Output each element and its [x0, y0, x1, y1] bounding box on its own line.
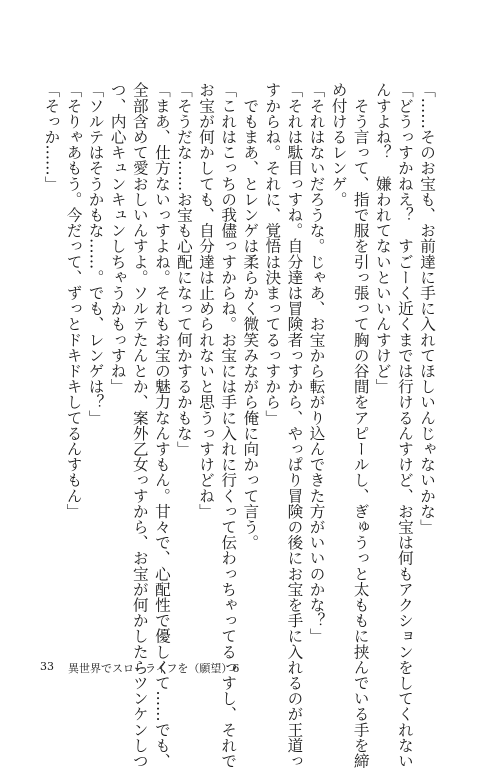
text-line: 「ソルテはそうかもな……。でも、レンゲは？」 — [86, 82, 105, 426]
text-line: 「どうっすかねえ？ すごーく近くまでは行けるんすけど、お宝は何もアクションをしてくれない — [395, 82, 414, 768]
text-line: 全部含めて愛おしいんすよ。ソルテたんとか、案外乙女っすから、お宝が何かしたらツンケンしつ — [130, 82, 149, 768]
text-line: 「そうだな……お宝も心配になって何かするかもな」 — [174, 82, 193, 457]
text-line: お宝が何かしても、自分達は止められないと思うっすけどね」 — [197, 82, 216, 519]
text-line: 「それはないだろうな。じゃあ、お宝から転がり込んできた方がいいのかな？」 — [307, 82, 326, 644]
text-line: 「そっか……」 — [42, 82, 61, 192]
text-line: つ、内心キュンキュンしちゃうかもっすね」 — [108, 82, 127, 394]
text-line: 「そりゃあもう。今だって、ずっとドキドキしてるんすもん」 — [64, 82, 83, 519]
text-line: 「……そのお宝も、お前達に手に入れてほしいんじゃないかな」 — [418, 82, 436, 535]
text-line: め付けるレンゲ。 — [329, 82, 348, 207]
page-footer — [40, 660, 239, 676]
text-line: 「まあ、仕方ないっすよね。それもお宝の魅力なんすもん。甘々で、心配性で優しくて……でも、 — [152, 82, 171, 768]
text-line: んすよね？ 嫌われてないといいんすけど」 — [373, 82, 392, 394]
book-title: 異世界でスローライフを（願望）6 — [68, 662, 240, 675]
text-line: 「それは駄目っすね。自分達は冒険者っすから、やっぱり冒険の後にお宝を手に入れるのが王道っ — [285, 82, 304, 768]
text-line: すからね。それに、覚悟は決まってるっすから」 — [263, 82, 282, 426]
text-line: そう言って、指で服を引っ張って胸の谷間をアピールし、ぎゅうっと太ももに挟んでいる手を締 — [351, 82, 370, 768]
page-number: 33 — [40, 660, 54, 673]
text-line: でもまあ、とレンゲは柔らかく微笑みながら俺に向かって言う。 — [241, 82, 260, 550]
text-line: 「これはこっちの我儘っすからね。お宝には手に入れに行くって伝わっちゃってるっすし、それで — [219, 82, 238, 768]
